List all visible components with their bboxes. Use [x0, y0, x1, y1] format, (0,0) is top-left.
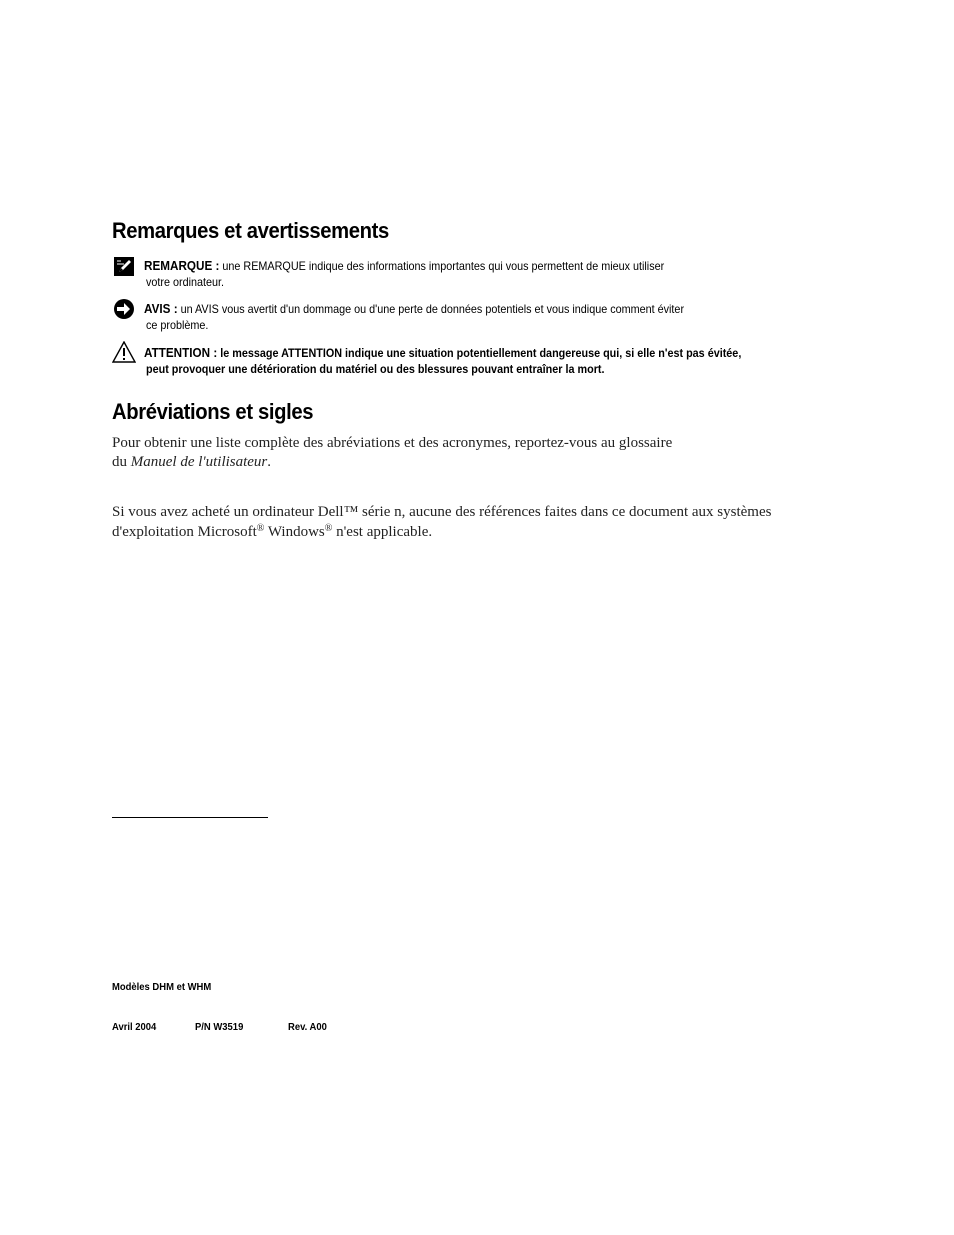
arrow-circle-icon — [112, 298, 136, 320]
footer-models: Modèles DHM et WHM — [112, 981, 212, 993]
registered-mark: ® — [324, 523, 333, 534]
abbrev-paragraph-line1: Pour obtenir une liste complète des abréviations et des acronymes, reportez-vous au glossaire — [112, 435, 673, 451]
notice-label: REMARQUE : — [144, 258, 220, 273]
notice-text-continued: peut provoquer une détérioration du matériel ou des blessures pouvant entraîner la mort. — [146, 362, 605, 376]
registered-mark: ® — [256, 523, 265, 534]
dell-note-line2 — [112, 523, 432, 541]
abbrev-paragraph-line2 — [112, 454, 271, 471]
dell-note-text-b: Windows — [264, 524, 325, 540]
notice-text-continued: ce problème. — [146, 318, 209, 332]
section-title-notes: Remarques et avertissements — [112, 218, 389, 243]
dell-note-text-c: n'est applicable. — [332, 524, 433, 540]
notice-text-continued: votre ordinateur. — [146, 275, 225, 289]
footer-date: Avril 2004 — [112, 1021, 157, 1033]
notice-label: ATTENTION : — [144, 345, 218, 360]
warning-triangle-icon — [112, 341, 136, 363]
notice-label: AVIS : — [144, 301, 178, 316]
footer-revision: Rev. A00 — [288, 1021, 327, 1033]
manual-title: Manuel de l'utilisateur — [130, 454, 268, 470]
pencil-note-icon — [112, 256, 136, 278]
dell-note-line1: Si vous avez acheté un ordinateur Dell™ série n, aucune des références faites dans ce document aux systèmes — [112, 504, 772, 520]
footer-divider — [112, 817, 268, 818]
notice-text: un AVIS vous avertit d'un dommage ou d'une perte de données potentiels et vous indique comment éviter — [177, 302, 685, 316]
section-title-abbreviations: Abréviations et sigles — [112, 399, 314, 424]
abbrev-suffix: . — [267, 454, 272, 470]
footer-part-number: P/N W3519 — [195, 1021, 244, 1033]
dell-note-text-a: d'exploitation Microsoft — [112, 524, 257, 540]
notice-text: une REMARQUE indique des informations importantes qui vous permettent de mieux utiliser — [219, 259, 665, 273]
notice-text: le message ATTENTION indique une situation potentiellement dangereuse qui, si elle n'est pas évitée, — [217, 346, 742, 360]
abbrev-prefix: du — [112, 454, 131, 470]
